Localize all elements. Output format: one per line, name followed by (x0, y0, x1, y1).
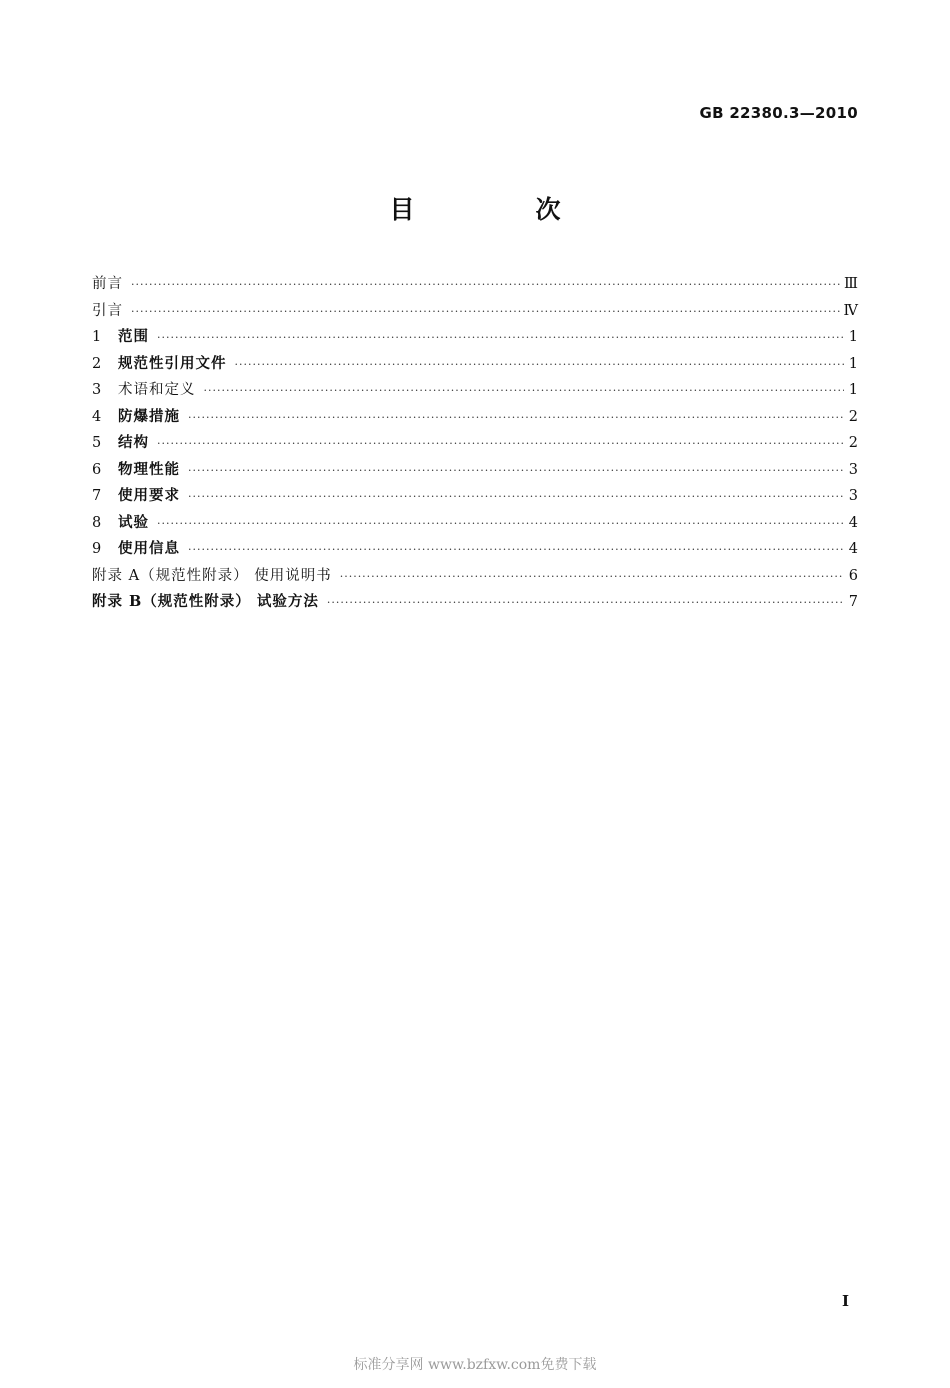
toc-entry-number: 8 (92, 514, 102, 531)
toc-entry[interactable] (92, 511, 858, 538)
page-title: 目 次 (389, 195, 609, 224)
toc-entry-page: 3 (848, 488, 858, 504)
toc-entry-label: 附录 A（规范性附录） 使用说明书 (92, 567, 332, 584)
toc-entry[interactable] (92, 484, 858, 511)
toc-entry[interactable] (92, 590, 858, 617)
toc-entry-label: 使用要求 (118, 487, 180, 504)
toc-leader-dots (340, 568, 844, 586)
toc-entry-number: 5 (92, 435, 102, 451)
toc-entry-number: 9 (92, 541, 102, 557)
toc-entry-page: Ⅳ (843, 302, 858, 319)
table-of-contents (92, 272, 858, 617)
toc-entry[interactable] (92, 378, 858, 405)
toc-entry-number: 2 (92, 355, 102, 372)
toc-entry-page: 1 (848, 329, 858, 345)
toc-leader-dots (131, 276, 840, 294)
toc-leader-dots (188, 541, 844, 559)
toc-entry[interactable] (92, 299, 858, 326)
toc-entry-page: 1 (848, 382, 858, 398)
toc-entry[interactable] (92, 352, 858, 379)
toc-leader-dots (188, 409, 844, 427)
toc-entry-page: 4 (848, 514, 858, 531)
toc-entry[interactable] (92, 431, 858, 458)
toc-entry-label: 范围 (118, 328, 149, 345)
toc-entry-label: 结构 (118, 434, 149, 451)
toc-leader-dots (235, 356, 845, 374)
toc-entry[interactable] (92, 405, 858, 432)
toc-entry-label: 使用信息 (118, 540, 180, 557)
page-number: I (842, 1292, 850, 1310)
toc-entry[interactable] (92, 458, 858, 485)
toc-entry[interactable] (92, 564, 858, 591)
toc-leader-dots (188, 488, 844, 506)
toc-entry-number: 4 (92, 408, 102, 425)
toc-leader-dots (327, 594, 844, 612)
toc-entry-number: 7 (92, 488, 102, 504)
toc-leader-dots (157, 515, 844, 533)
toc-entry-number: 1 (92, 329, 102, 345)
toc-entry-label: 前言 (92, 276, 123, 292)
toc-entry-page: 1 (848, 355, 858, 372)
toc-entry[interactable] (92, 537, 858, 564)
toc-leader-dots (188, 462, 844, 480)
toc-entry-number: 3 (92, 382, 102, 398)
toc-entry-page: 6 (848, 567, 858, 584)
toc-leader-dots (157, 329, 844, 347)
toc-entry-label: 规范性引用文件 (118, 354, 227, 372)
toc-entry-label: 物理性能 (118, 460, 180, 478)
toc-entry-page: 2 (848, 435, 858, 451)
toc-entry-label: 试验 (118, 513, 149, 531)
toc-entry-label: 术语和定义 (118, 382, 196, 398)
standard-code: GB 22380.3—2010 (699, 104, 858, 122)
toc-entry-page: 4 (848, 541, 858, 557)
toc-leader-dots (157, 435, 844, 453)
toc-entry-page: 3 (848, 461, 858, 478)
toc-entry-page: 7 (848, 594, 858, 610)
toc-entry-label: 防爆措施 (118, 407, 180, 425)
toc-entry-page: 2 (848, 408, 858, 425)
toc-entry-number: 6 (92, 461, 102, 478)
toc-entry-label: 附录 B（规范性附录） 试验方法 (92, 593, 319, 610)
toc-entry-label: 引言 (92, 302, 123, 319)
toc-leader-dots (131, 303, 840, 321)
toc-entry[interactable] (92, 272, 858, 299)
toc-entry[interactable] (92, 325, 858, 352)
watermark: 标准分享网 www.bzfxw.com免费下载 (353, 1357, 597, 1373)
toc-leader-dots (204, 382, 845, 400)
toc-entry-page: Ⅲ (844, 276, 858, 292)
